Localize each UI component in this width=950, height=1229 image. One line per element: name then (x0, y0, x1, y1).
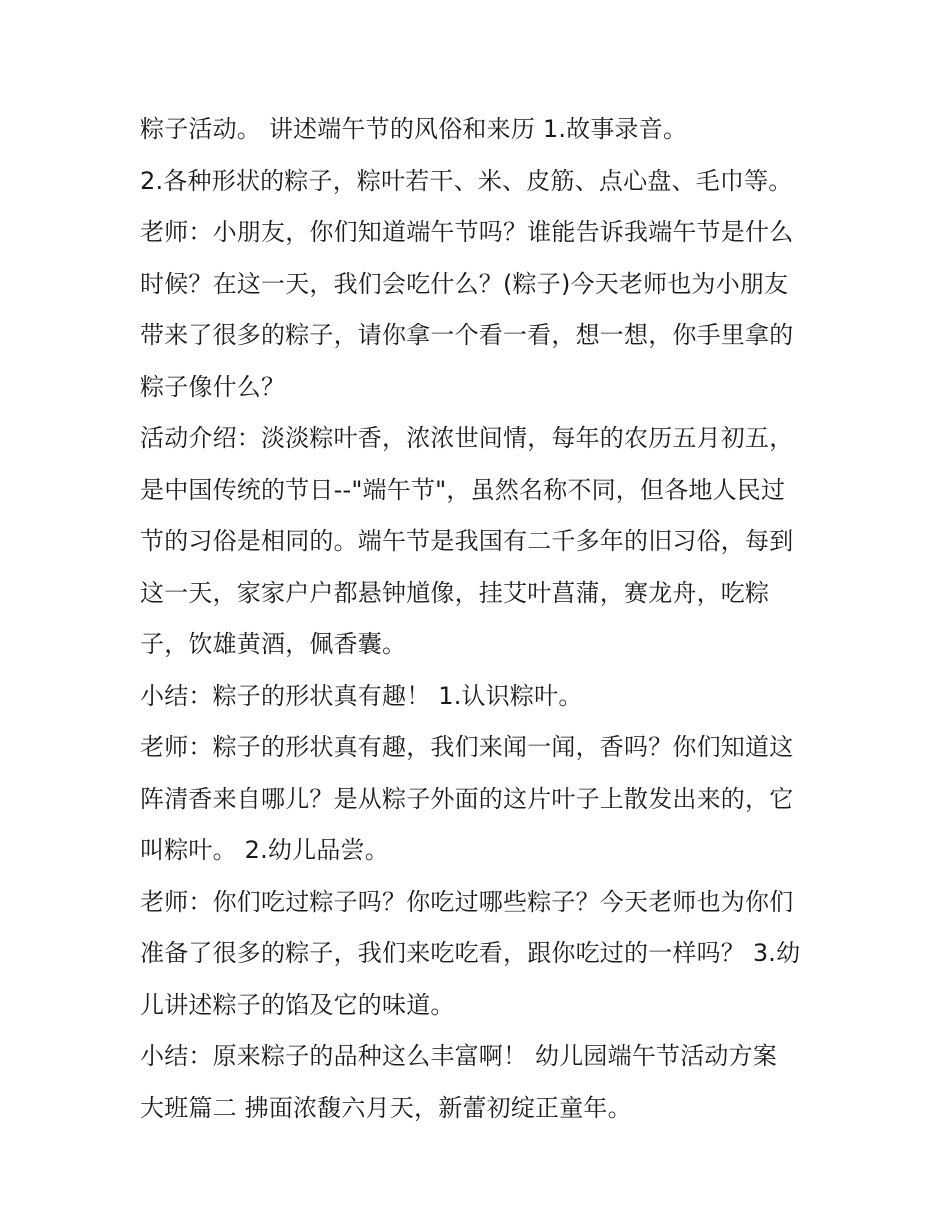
text-line: 准备了很多的粽子，我们来吃吃看，跟你吃过的一样吗？ 3.幼 (140, 939, 801, 967)
text-line: 阵清香来自哪儿？是从粽子外面的这片叶子上散发出来的，它 (140, 784, 794, 813)
text-line: 这一天，家家户户都悬钟馗像，挂艾叶菖蒲，赛龙舟，吃粽 (140, 578, 770, 607)
text-line: 老师：你们吃过粽子吗？你吃过哪些粽子？今天老师也为你们 (140, 887, 794, 916)
text-line: 带来了很多的粽子，请你拿一个看一看，想一想，你手里拿的 (140, 321, 794, 349)
text-line: 子，饮雄黄酒，佩香囊。 (140, 630, 407, 658)
text-line: 时候？在这一天，我们会吃什么？(粽子)今天老师也为小朋友 (140, 269, 789, 298)
text-line: 大班篇二 拂面浓馥六月天，新蕾初绽正童年。 (140, 1093, 632, 1122)
text-line: 粽子活动。 讲述端午节的风俗和来历 1.故事录音。 (140, 115, 688, 143)
text-line: 粽子像什么？ (140, 372, 286, 401)
text-line: 儿讲述粽子的馅及它的味道。 (140, 990, 455, 1019)
text-line: 2.各种形状的粽子，粽叶若干、米、皮筋、点心盘、毛巾等。 (140, 166, 793, 195)
text-line: 小结：原来粽子的品种这么丰富啊！ 幼儿园端午节活动方案 (140, 1042, 778, 1070)
text-line: 老师：小朋友，你们知道端午节吗？谁能告诉我端午节是什么 (140, 218, 794, 246)
text-line: 活动介绍：淡淡粽叶香，浓浓世间情，每年的农历五月初五， (140, 424, 794, 452)
text-line: 老师：粽子的形状真有趣，我们来闻一闻，香吗？你们知道这 (140, 733, 794, 761)
text-line: 是中国传统的节日--"端午节"，虽然名称不同，但各地人民过 (140, 475, 786, 504)
document-body (140, 107, 820, 1137)
text-line: 节的习俗是相同的。端午节是我国有二千多年的旧习俗，每到 (140, 527, 794, 555)
text-line: 小结：粽子的形状真有趣！ 1.认识粽叶。 (140, 681, 583, 710)
text-line: 叫粽叶。 2.幼儿品尝。 (140, 836, 389, 864)
